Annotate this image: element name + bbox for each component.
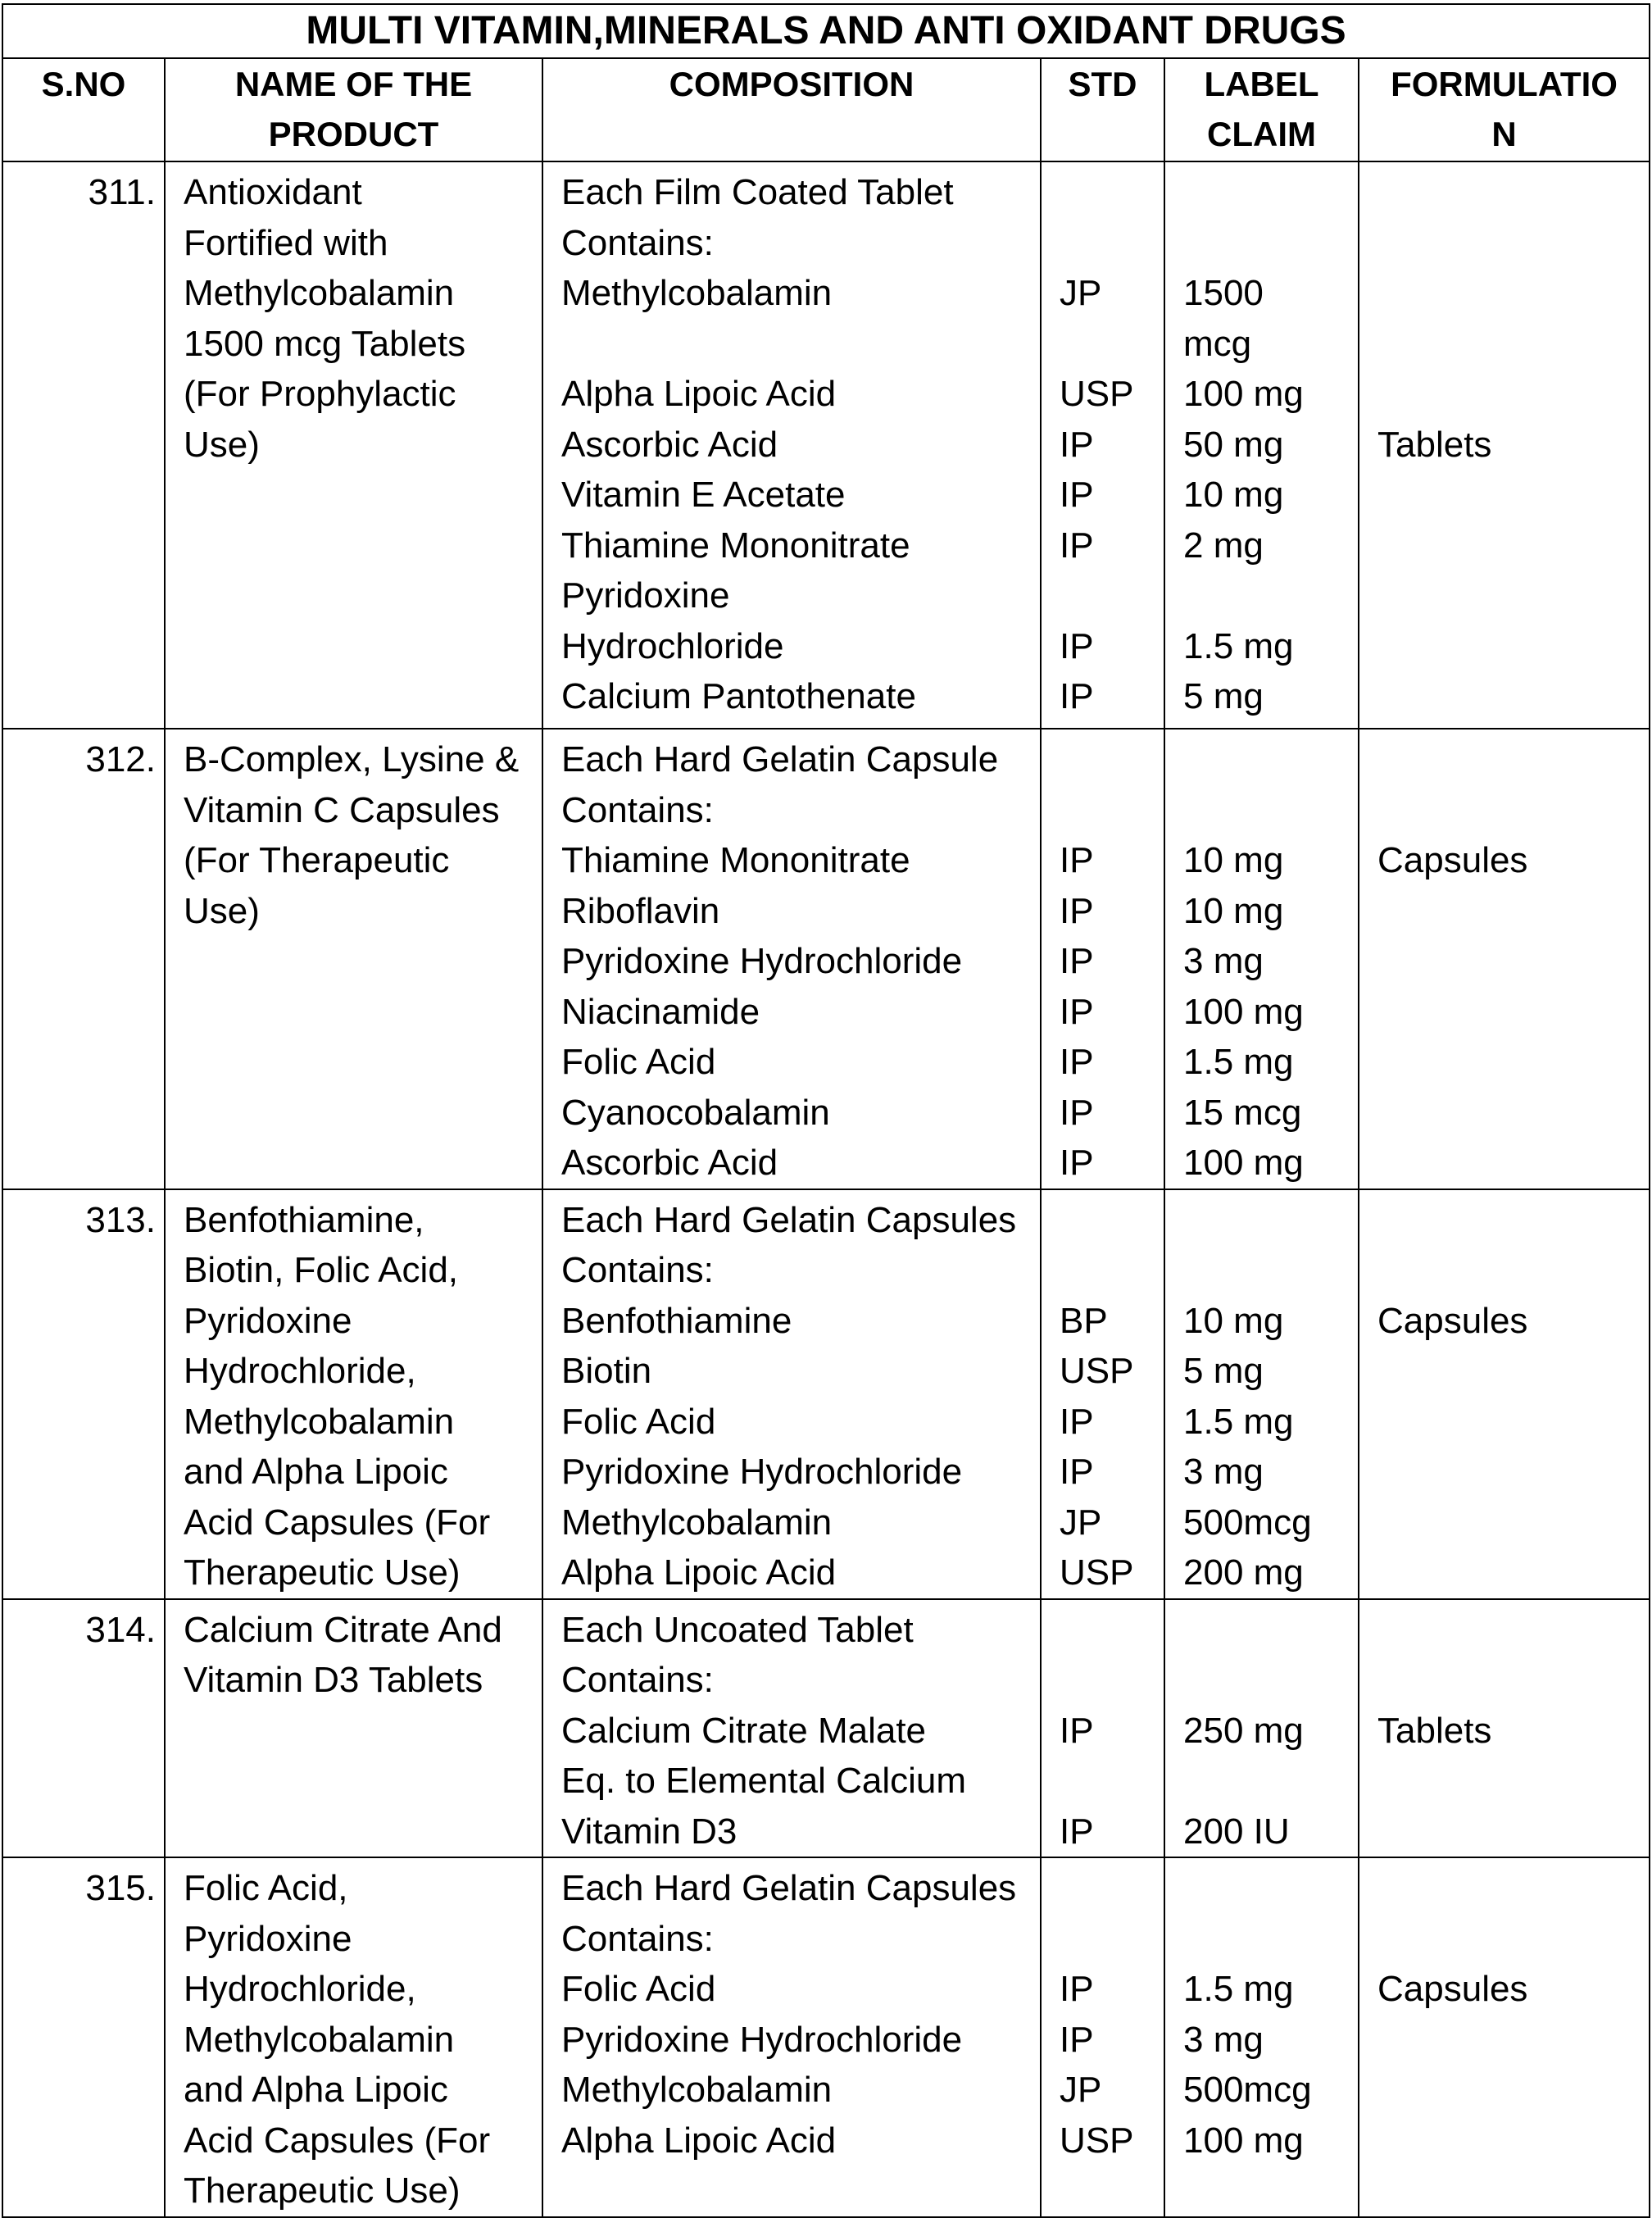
row-product-name-line: Benfothiamine, [184,1199,424,1240]
row-sno-text: 311. [88,172,156,212]
row-label-claim-line: 100 mg [1183,2120,1304,2161]
row-composition-line: Calcium Citrate Malate [561,1710,927,1751]
row-product-name-line: (For Therapeutic [184,840,450,880]
row-std-line: IP [1060,1401,1094,1442]
row-formulation-line [1377,369,1649,420]
row-label-claim-line: 1.5 mg [1183,1969,1294,2009]
row-composition-line: Each Film Coated Tablet [561,172,954,212]
table-title: MULTI VITAMIN,MINERALS AND ANTI OXIDANT DRUGS [2,4,1650,58]
row-std-line: USP [1060,1552,1134,1593]
row-product-name-line: Acid Capsules (For [184,1502,491,1543]
row-std-line: IP [1060,1710,1094,1751]
row-composition-line: Thiamine Mononitrate [561,525,910,566]
row-label-claim-line: 100 mg [1183,991,1304,1032]
row-composition-line [561,319,1040,370]
row-std-line: IP [1060,941,1094,981]
row-std-line: USP [1060,2120,1134,2161]
row-composition-line: Methylcobalamin [561,273,833,313]
row-label-claim-line [1183,1756,1358,1807]
row-composition-line: Each Uncoated Tablet [561,1609,914,1650]
row-std-line: IP [1060,676,1094,716]
row-std-line [1060,1863,1164,1914]
row-label-claim-line [1183,570,1358,621]
row-label-claim-line: 1500 [1183,273,1264,313]
row-formulation-line [1377,268,1649,319]
row-formulation [1359,1189,1650,1599]
row-std-line: USP [1060,374,1134,414]
row-composition-line: Benfothiamine [561,1300,792,1341]
row-label-claim [1164,161,1359,729]
row-product-name-line: Folic Acid, [184,1868,348,1908]
row-label-claim-line: 10 mg [1183,890,1284,931]
row-label-claim-line: 100 mg [1183,374,1304,414]
row-std-line [1060,1605,1164,1656]
row-label-claim-line: 3 mg [1183,2019,1264,2060]
row-label-claim-line: 15 mcg [1183,1092,1302,1133]
row-label-claim-line: 500mcg [1183,1502,1312,1543]
row-std-line: IP [1060,424,1094,465]
row-label-claim-line: 200 mg [1183,1552,1304,1593]
row-product-name-line: Pyridoxine [184,1300,352,1341]
row-formulation-line [1377,319,1649,370]
row-label-claim-line [1183,734,1358,785]
row-sno-text: 314. [85,1609,156,1650]
row-std-line: IP [1060,525,1094,566]
row-label-claim-line: 10 mg [1183,475,1284,515]
row-composition-line: Riboflavin [561,890,720,931]
row-std-line: IP [1060,1042,1094,1082]
row-label-claim-line: 500mcg [1183,2070,1312,2110]
row-composition-line: Folic Acid [561,1401,716,1442]
row-label-claim [1164,1857,1359,2217]
row-formulation [1359,1599,1650,1858]
row-composition-line: Hydrochloride [561,625,784,666]
row-formulation-line [1377,1914,1649,1965]
table-row [2,1599,1650,1858]
row-composition-line: Contains: [561,789,714,830]
row-label-claim-line: 50 mg [1183,424,1284,465]
row-std-line: IP [1060,1811,1094,1852]
row-sno [2,1189,165,1599]
row-product-name-line: (For Prophylactic [184,374,456,414]
row-std-line [1060,1195,1164,1246]
row-label-claim-line [1183,1195,1358,1246]
row-composition-line: Vitamin D3 [561,1811,738,1852]
row-std-line: IP [1060,840,1094,880]
row-composition [542,1857,1041,2217]
row-composition-line: Contains: [561,1250,714,1290]
row-formulation-line [1377,218,1649,269]
header-std: STD [1041,58,1164,161]
row-label-claim-line: 1.5 mg [1183,1401,1294,1442]
row-composition-line: Ascorbic Acid [561,1143,778,1183]
row-product-name-line: and Alpha Lipoic [184,1452,448,1492]
row-product-name-line: Acid Capsules (For [184,2120,491,2161]
row-sno [2,729,165,1189]
row-sno-text: 313. [85,1199,156,1240]
row-product-name-line: Antioxidant [184,172,362,212]
row-std-line [1060,1655,1164,1706]
row-product-name-line: Hydrochloride, [184,1351,416,1391]
row-label-claim-line: 2 mg [1183,525,1264,566]
row-std [1041,1599,1164,1858]
row-std-line: IP [1060,890,1094,931]
row-composition [542,161,1041,729]
row-product-name-line: Methylcobalamin [184,273,455,313]
row-std-line: JP [1060,2070,1102,2110]
header-label-claim: LABEL CLAIM [1164,58,1359,161]
row-formulation-line [1377,1195,1649,1246]
row-composition-line: Calcium Pantothenate [561,676,916,716]
row-std-line: IP [1060,1969,1094,2009]
row-composition-line: Pyridoxine Hydrochloride [561,1452,963,1492]
row-std-line: IP [1060,1452,1094,1492]
row-composition [542,1189,1041,1599]
row-std-line: IP [1060,1143,1094,1183]
row-composition [542,1599,1041,1858]
row-composition-line: Cyanocobalamin [561,1092,830,1133]
row-composition-line: Alpha Lipoic Acid [561,374,837,414]
row-std [1041,161,1164,729]
row-formulation-line [1377,785,1649,836]
row-sno [2,1599,165,1858]
row-std-line: JP [1060,1502,1102,1543]
row-product-name-line: Calcium Citrate And [184,1609,502,1650]
row-label-claim [1164,729,1359,1189]
row-label-claim-line: 10 mg [1183,840,1284,880]
row-product-name [165,1599,542,1858]
row-formulation-line: Capsules [1377,1969,1528,2009]
row-product-name-line: Methylcobalamin [184,2019,455,2060]
row-formulation [1359,1857,1650,2217]
row-std-line [1060,167,1164,218]
row-std-line: IP [1060,475,1094,515]
row-std-line: IP [1060,991,1094,1032]
row-label-claim-line [1183,1914,1358,1965]
row-composition-line: Contains: [561,1660,714,1700]
table-row [2,1189,1650,1599]
header-sno: S.NO [2,58,165,161]
row-label-claim-line [1183,218,1358,269]
row-std [1041,729,1164,1189]
row-label-claim-line: 5 mg [1183,676,1264,716]
row-formulation-line [1377,734,1649,785]
header-name: NAME OF THE PRODUCT [165,58,542,161]
row-std-line [1060,1914,1164,1965]
row-sno-text: 315. [85,1868,156,1908]
table-row [2,1857,1650,2217]
row-composition-line: Alpha Lipoic Acid [561,2120,837,2161]
row-composition-line: Alpha Lipoic Acid [561,1552,837,1593]
row-composition-line: Eq. to Elemental Calcium [561,1761,966,1801]
row-std-line: JP [1060,273,1102,313]
row-composition-line: Vitamin E Acetate [561,475,846,515]
row-label-claim-line: 3 mg [1183,941,1264,981]
row-sno [2,161,165,729]
row-product-name [165,729,542,1189]
row-std-line: IP [1060,625,1094,666]
row-formulation-line: Capsules [1377,1300,1528,1341]
row-std [1041,1857,1164,2217]
row-composition-line: Folic Acid [561,1969,716,2009]
row-composition [542,729,1041,1189]
row-sno [2,1857,165,2217]
row-composition-line: Niacinamide [561,991,760,1032]
row-composition-line: Methylcobalamin [561,1502,833,1543]
row-std-line [1060,1245,1164,1296]
row-product-name-line: Therapeutic Use) [184,2170,461,2211]
row-formulation-line [1377,1245,1649,1296]
row-label-claim-line: 250 mg [1183,1710,1304,1751]
row-label-claim-line: 3 mg [1183,1452,1264,1492]
row-std-line [1060,734,1164,785]
drug-table [2,3,1650,2218]
row-composition-line: Each Hard Gelatin Capsule [561,739,999,779]
table-body [2,161,1650,2217]
row-formulation-line: Tablets [1377,1710,1492,1751]
row-std-line: BP [1060,1300,1108,1341]
row-std-line: USP [1060,1351,1134,1391]
row-std-line [1060,785,1164,836]
row-product-name-line: Hydrochloride, [184,1969,416,2009]
row-label-claim-line: 200 IU [1183,1811,1290,1852]
row-label-claim [1164,1189,1359,1599]
row-label-claim [1164,1599,1359,1858]
row-formulation [1359,729,1650,1189]
row-sno-text: 312. [85,739,156,779]
row-composition-line: Each Hard Gelatin Capsules [561,1868,1017,1908]
row-product-name-line: B-Complex, Lysine & [184,739,520,779]
row-composition-line: Pyridoxine Hydrochloride [561,941,963,981]
row-label-claim-line: 10 mg [1183,1300,1284,1341]
row-product-name [165,1857,542,2217]
row-label-claim-line [1183,1863,1358,1914]
row-product-name-line: Vitamin D3 Tablets [184,1660,483,1700]
row-product-name-line: Therapeutic Use) [184,1552,461,1593]
row-std-line [1060,1756,1164,1807]
row-product-name-line: 1500 mcg Tablets [184,323,466,364]
row-label-claim-line: mcg [1183,323,1252,364]
row-product-name-line: Use) [184,890,260,931]
row-label-claim-line [1183,1655,1358,1706]
row-std-line [1060,570,1164,621]
table-row [2,729,1650,1189]
row-composition-line: Pyridoxine Hydrochloride [561,2019,963,2060]
row-product-name-line: Vitamin C Capsules [184,789,500,830]
row-formulation-line [1377,1605,1649,1656]
row-label-claim-line [1183,1245,1358,1296]
row-product-name-line: Methylcobalamin [184,1401,455,1442]
row-composition-line: Pyridoxine [561,575,730,616]
row-label-claim-line [1183,167,1358,218]
row-label-claim-line: 1.5 mg [1183,625,1294,666]
row-formulation-line [1377,167,1649,218]
row-composition-line: Folic Acid [561,1042,716,1082]
row-formulation-line: Capsules [1377,840,1528,880]
row-std-line: IP [1060,2019,1094,2060]
row-formulation-line: Tablets [1377,424,1492,465]
row-product-name-line: Biotin, Folic Acid, [184,1250,459,1290]
row-std [1041,1189,1164,1599]
row-composition-line: Contains: [561,1918,714,1959]
row-product-name [165,161,542,729]
row-std-line: IP [1060,1092,1094,1133]
row-composition-line: Each Hard Gelatin Capsules [561,1199,1017,1240]
row-composition-line: Thiamine Mononitrate [561,840,910,880]
row-label-claim-line [1183,1605,1358,1656]
row-product-name [165,1189,542,1599]
table-row [2,161,1650,729]
row-composition-line: Biotin [561,1351,652,1391]
row-formulation-line [1377,1863,1649,1914]
row-formulation-line [1377,1655,1649,1706]
row-composition-line: Ascorbic Acid [561,424,778,465]
header-composition: COMPOSITION [542,58,1041,161]
row-product-name-line: Pyridoxine [184,1918,352,1959]
row-label-claim-line [1183,785,1358,836]
row-product-name-line: Use) [184,424,260,465]
row-formulation [1359,161,1650,729]
row-label-claim-line: 1.5 mg [1183,1042,1294,1082]
row-std-line [1060,319,1164,370]
row-composition-line: Contains: [561,222,714,263]
row-composition-line: Methylcobalamin [561,2070,833,2110]
row-product-name-line: Fortified with [184,222,388,263]
header-row [2,58,1650,161]
row-product-name-line: and Alpha Lipoic [184,2070,448,2110]
row-label-claim-line: 100 mg [1183,1143,1304,1183]
row-std-line [1060,218,1164,269]
header-formulation: FORMULATIO N [1359,58,1650,161]
row-label-claim-line: 5 mg [1183,1351,1264,1391]
